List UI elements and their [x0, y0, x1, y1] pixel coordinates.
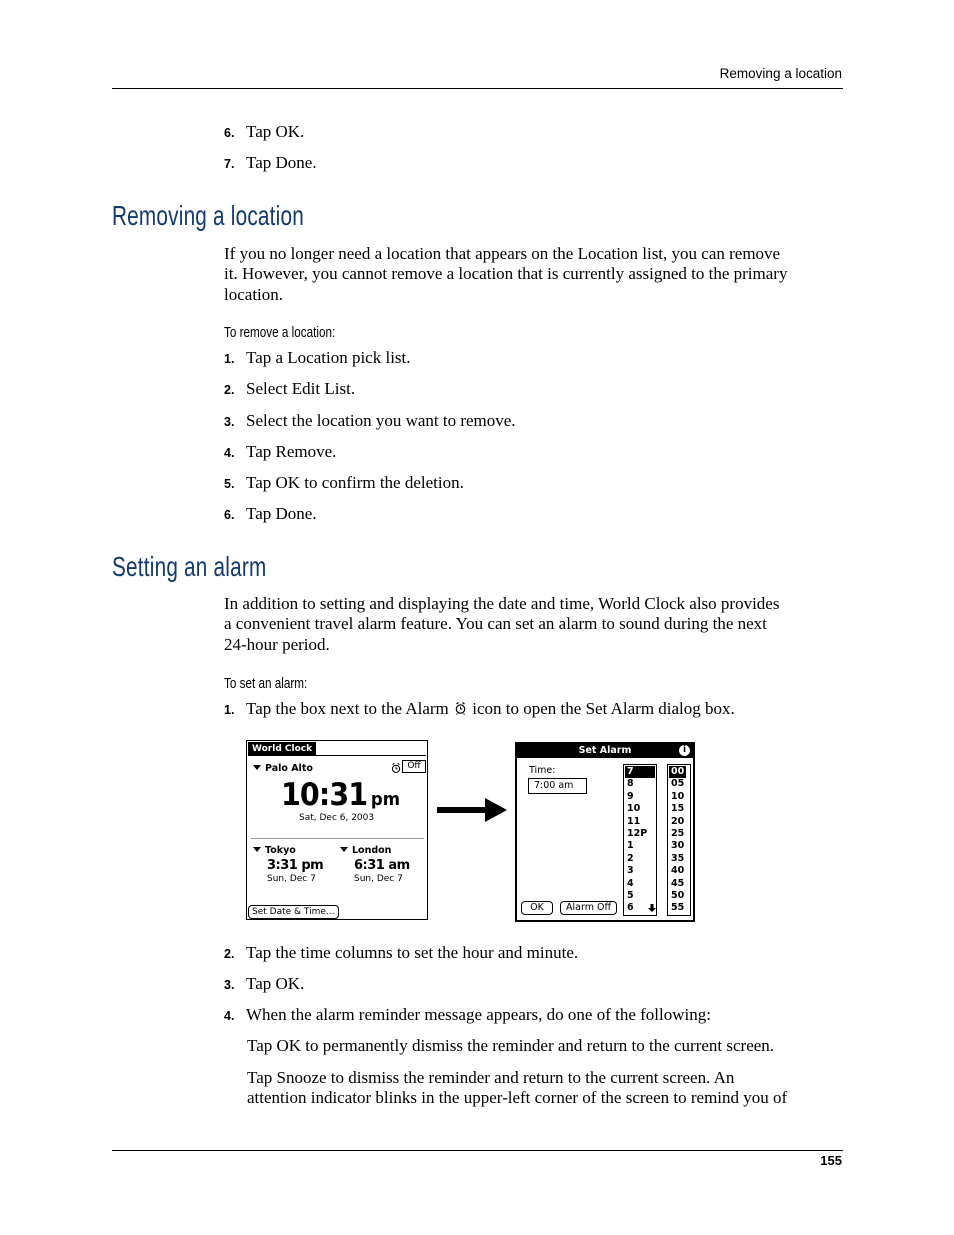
minute-cell[interactable]: 05 [671, 778, 685, 790]
minute-column[interactable] [667, 764, 691, 916]
running-header [112, 66, 843, 89]
hour-cell[interactable]: 9 [627, 790, 634, 802]
set-alarm-title: Set Alarm [517, 744, 693, 758]
city-time: 3:31 pm [267, 858, 324, 873]
hour-cell[interactable]: 1 [627, 840, 634, 852]
hour-cell[interactable]: 5 [627, 890, 634, 901]
list-item: 2. Select Edit List. [224, 379, 356, 398]
primary-location-picker[interactable]: Palo Alto [253, 763, 313, 774]
hour-cell[interactable]: 12P [627, 828, 648, 839]
ok-button[interactable]: OK [521, 901, 553, 915]
sub-paragraph-snooze: Tap Snooze to dismiss the reminder and return to the current screen. An attention indicator blinks in the upper-left corner of the screen to remind you of [247, 1068, 788, 1108]
hour-cell[interactable]: 11 [627, 815, 641, 827]
list-item: 7. Tap Done. [224, 153, 317, 172]
world-clock-tab: World Clock [248, 742, 316, 756]
list-item: 6. Tap Done. [224, 504, 317, 523]
alarm-off-box[interactable]: Off [402, 760, 426, 773]
list-item: 1. Tap a Location pick list. [224, 348, 411, 367]
city-picker[interactable]: London [340, 845, 410, 856]
minute-cell[interactable]: 20 [671, 815, 685, 827]
sub-paragraph-ok: Tap OK to permanently dismiss the reminder and return to the current screen. [247, 1036, 775, 1055]
procedure-title-remove: To remove a location: [224, 324, 336, 341]
list-item: 3. Tap OK. [224, 974, 305, 993]
hour-cell[interactable]: 10 [627, 803, 641, 815]
minute-cell[interactable]: 35 [671, 852, 685, 864]
minute-cell[interactable]: 25 [671, 828, 685, 839]
city-date: Sun, Dec 7 [354, 874, 403, 884]
dropdown-triangle-icon [253, 765, 261, 770]
time-label: Time: [529, 765, 556, 776]
list-item: 1. Tap the box next to the Alarm icon to open the Set Alarm dialog box. [224, 699, 735, 718]
minute-cell[interactable]: 00 [671, 766, 685, 777]
minute-cell[interactable]: 50 [671, 890, 685, 901]
minute-cell[interactable]: 55 [671, 902, 685, 914]
minute-cell[interactable]: 40 [671, 865, 685, 877]
dropdown-triangle-icon [253, 847, 261, 852]
hour-cell[interactable]: 3 [627, 865, 634, 877]
divider [251, 838, 424, 839]
hour-cell[interactable]: 6 [627, 902, 634, 914]
minute-cell[interactable]: 45 [671, 877, 685, 889]
alarm-clock-icon [391, 762, 401, 774]
tab-underline [248, 755, 426, 756]
info-icon[interactable]: i [679, 745, 690, 756]
primary-time: 10:31 pm [281, 777, 400, 813]
world-clock-screenshot [246, 740, 428, 920]
scroll-down-icon[interactable] [648, 904, 656, 912]
set-alarm-screenshot [515, 742, 695, 922]
page-number: 155 [820, 1153, 842, 1168]
secondary-city-1 [253, 845, 323, 884]
minute-cell[interactable]: 30 [671, 840, 685, 852]
secondary-city-2 [340, 845, 410, 884]
minute-cell[interactable]: 15 [671, 803, 685, 815]
alarm-off-button[interactable]: Alarm Off [560, 901, 617, 915]
set-date-time-button[interactable]: Set Date & Time... [248, 905, 339, 919]
list-item: 5. Tap OK to confirm the deletion. [224, 473, 464, 492]
list-item: 4. When the alarm reminder message appears, do one of the following: [224, 1005, 711, 1024]
hour-cell[interactable]: 2 [627, 852, 634, 864]
hour-cell[interactable]: 7 [625, 766, 655, 778]
list-item: 3. Select the location you want to remove. [224, 411, 516, 430]
time-field[interactable]: 7:00 am [528, 778, 587, 794]
alarm-body: In addition to setting and displaying the date and time, World Clock also provides a convenient travel alarm feature. You can set an alarm to sound during the next 24-hour period. [224, 594, 780, 654]
procedure-title-alarm: To set an alarm: [224, 675, 308, 692]
primary-date: Sat, Dec 6, 2003 [299, 813, 375, 823]
alarm-clock-icon [455, 701, 466, 715]
minute-cell[interactable]: 10 [671, 790, 685, 802]
list-item: 4. Tap Remove. [224, 442, 337, 461]
city-picker[interactable]: Tokyo [253, 845, 323, 856]
hour-cell[interactable]: 4 [627, 877, 634, 889]
section-heading-remove: Removing a location [112, 200, 304, 231]
list-item: 6. Tap OK. [224, 122, 305, 141]
hour-cell[interactable]: 8 [627, 778, 634, 790]
running-header-title: Removing a location [719, 66, 842, 81]
city-time: 6:31 am [354, 858, 410, 873]
right-arrow-icon [437, 796, 509, 824]
section-heading-alarm: Setting an alarm [112, 551, 267, 582]
remove-body: If you no longer need a location that appears on the Location list, you can remove it. However, you cannot remove a location that is currently assigned to the primary location. [224, 244, 788, 304]
hour-column[interactable] [623, 764, 657, 916]
list-item: 2. Tap the time columns to set the hour and minute. [224, 943, 579, 962]
dropdown-triangle-icon [340, 847, 348, 852]
city-date: Sun, Dec 7 [267, 874, 316, 884]
footer-rule [112, 1150, 843, 1151]
